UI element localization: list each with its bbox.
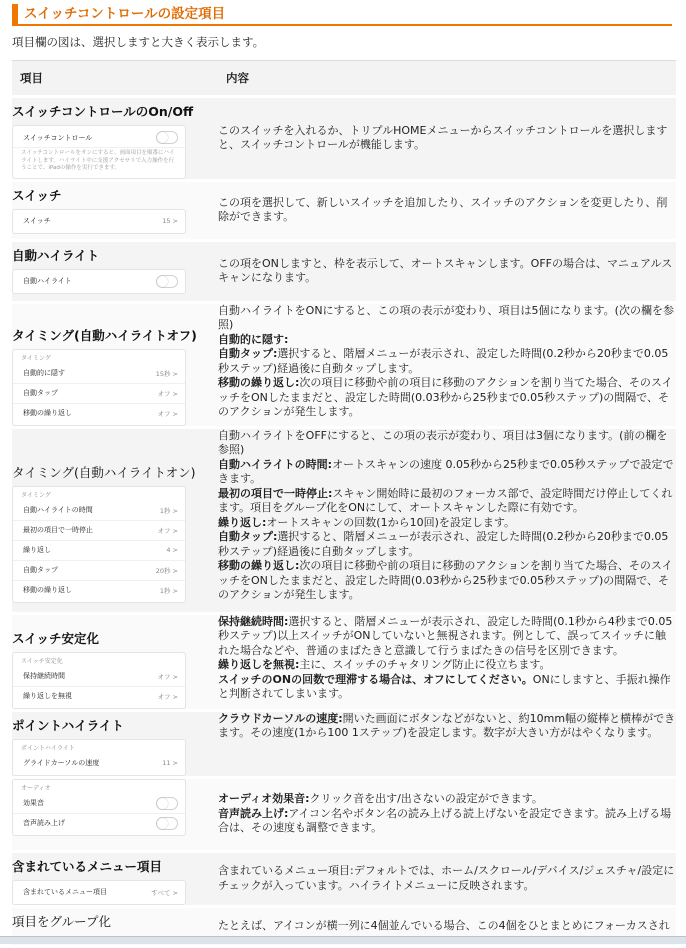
content-paragraph (218, 864, 676, 893)
thumbnail-setting-row (13, 561, 185, 581)
thumbnail-setting-row (13, 521, 185, 541)
content-cell (218, 302, 676, 427)
item-cell (12, 240, 218, 302)
content-cell (218, 851, 676, 906)
item-cell (12, 427, 218, 613)
content-text: アイコン名やボタン名の読み上げる読上げないを設定できます。読み上げる場合は、その速度も調整できます。 (218, 806, 672, 835)
content-text: この項を選択して、新しいスイッチを追加したり、スイッチのアクションを変更したり、削除ができます。 (218, 195, 668, 223)
content-term: 繰り返しを無視: (218, 658, 300, 671)
content-cell (218, 240, 676, 302)
settings-thumbnail[interactable] (12, 652, 186, 709)
content-paragraph (218, 658, 676, 673)
toggle-switch-icon (156, 817, 178, 830)
thumbnail-section-header: タイミング (21, 491, 51, 499)
content-paragraph (218, 712, 676, 741)
content-term: 音声読み上げ: (218, 806, 289, 820)
content-text: クリック音を出す/出さないの設定ができます。 (309, 792, 543, 806)
toggle-switch-icon (156, 275, 178, 288)
content-term: 最初の項目で一時停止: (218, 486, 333, 500)
content-text: 次の項目に移動や前の項目に移動のアクションを割り当てた場合、そのスイッチをONしたままだと、設定した時間(0.03秒から25秒まで0.05秒ステップ)の間隔で、そのアクションが発生します。 (218, 559, 673, 601)
content-text: ONにしますと、手振れ操作と判断されてしまいます。 (218, 672, 671, 700)
thumbnail-setting-label: 効果音 (23, 799, 44, 807)
thumbnail-setting-value: オフ > (157, 692, 178, 701)
content-text: このスイッチを入れるか、トリプルHOMEメニューからスイッチコントロールを選択しますと、スイッチコントロールが機能します。 (218, 123, 668, 152)
content-term: 移動の繰り返し: (218, 559, 300, 572)
content-text: 選択すると、階層メニューが表示され、設定した時間(0.2秒から20秒まで0.05秒ステップ)経過後に自動タップします。 (218, 530, 669, 558)
page-title: スイッチコントロールの設定項目 (12, 4, 672, 26)
thumbnail-setting-value: 11 > (162, 759, 178, 767)
thumbnail-setting-row (13, 667, 185, 687)
content-text: たとえば、アイコンが横一列に4個並んでいる場合、この4個をひとまとめにフォーカスされ (218, 918, 670, 932)
header-content: 内容 (218, 61, 676, 97)
content-text: 自動ハイライトをONにすると、この項の表示が変わり、項目は5個になります。(次の欄を参照) (218, 303, 674, 331)
content-paragraph (218, 124, 676, 153)
thumbnail-setting-value: オフ > (157, 389, 178, 398)
thumbnail-setting-label: スイッチコントロール (23, 133, 93, 142)
content-term: 自動的に隠す: (218, 332, 289, 346)
content-term: 移動の繰り返し: (218, 376, 300, 389)
content-term: クラウドカーソルの速度: (218, 711, 343, 725)
thumbnail-note: スイッチコントロールをオンにすると、画面項目を順番にハイライトします。ハイライト中に支援アクセサリで入力操作を行うことで、iPadの操作を実行できます。 (21, 150, 175, 171)
settings-table (12, 60, 676, 948)
content-term: 繰り返し: (218, 515, 267, 529)
table-row (12, 180, 676, 240)
content-text: この項をONしますと、枠を表示して、オートスキャンします。OFFの場合は、マニュアルスキャンになります。 (218, 256, 673, 284)
content-paragraph (218, 615, 676, 659)
thumbnail-setting-value: 1秒 > (159, 506, 178, 515)
content-paragraph (218, 429, 676, 458)
content-paragraph (218, 919, 676, 934)
content-paragraph (218, 257, 676, 286)
thumbnail-setting-value: 15秒 > (155, 369, 178, 378)
thumbnail-setting-label: 自動ハイライトの時間 (23, 506, 93, 514)
content-cell (218, 180, 676, 240)
thumbnail-setting-row (13, 541, 185, 561)
thumbnail-setting-label: 保持継続時間 (23, 672, 65, 680)
thumbnail-setting-value: 15 > (162, 217, 178, 225)
item-cell (12, 180, 218, 240)
content-paragraph (218, 807, 676, 836)
thumbnail-setting-label: 含まれているメニュー項目 (23, 888, 107, 896)
thumbnail-setting-label: 自動タップ (23, 389, 58, 397)
thumbnail-section-header: ポイントハイライト (21, 744, 75, 752)
thumbnail-section-header: タイミング (21, 354, 51, 362)
content-term: 自動タップ: (218, 347, 278, 360)
item-name: タイミング(自動ハイライトオン) (12, 464, 196, 480)
item-name: 自動ハイライト (12, 247, 100, 263)
content-term: オーディオ効果音: (218, 792, 310, 806)
settings-thumbnail[interactable] (12, 269, 186, 294)
table-row (12, 97, 676, 181)
content-paragraph (218, 376, 676, 420)
thumbnail-setting-label: 繰り返しを無視 (23, 692, 72, 700)
thumbnail-setting-row (13, 272, 185, 291)
item-name: ポイントハイライト (12, 717, 124, 733)
content-paragraph (218, 673, 676, 702)
thumbnail-setting-row (13, 687, 185, 706)
content-paragraph (218, 304, 676, 333)
toggle-switch-icon (156, 131, 178, 144)
thumbnail-setting-row (13, 404, 185, 423)
content-paragraph (218, 347, 676, 376)
content-paragraph (218, 487, 676, 516)
thumbnail-setting-value: すべて > (151, 888, 178, 897)
table-header-row (12, 61, 676, 97)
item-name: タイミング(自動ハイライトオフ) (12, 327, 197, 343)
thumbnail-setting-label: 最初の項目で一時停止 (23, 526, 93, 534)
thumbnail-setting-value: オフ > (157, 409, 178, 418)
header-item: 項目 (12, 61, 218, 97)
table-row (12, 851, 676, 906)
thumbnail-section-header: オーディオ (21, 784, 51, 792)
content-paragraph (218, 530, 676, 559)
table-row (12, 302, 676, 427)
content-text: オートスキャンの速度 0.05秒から25秒まで0.05秒ステップで設定できます。 (218, 457, 674, 485)
thumbnail-section-header: スイッチ安定化 (21, 657, 63, 665)
thumbnail-setting-row (13, 364, 185, 384)
item-name: スイッチコントロールのOn/Off (12, 104, 194, 119)
content-term: 自動タップ: (218, 530, 278, 543)
item-cell (12, 851, 218, 906)
settings-thumbnail[interactable] (12, 739, 186, 776)
thumbnail-setting-value: 1秒 > (159, 586, 178, 595)
thumbnail-setting-label: 自動ハイライト (23, 277, 72, 285)
table-row (12, 427, 676, 613)
content-term: 保持継続時間: (218, 614, 289, 628)
content-text: 主に、スイッチのチャタリング防止に役立ちます。 (299, 658, 551, 671)
content-cell (218, 777, 676, 851)
item-cell (12, 777, 218, 851)
item-cell (12, 97, 218, 181)
content-text: オートスキャンの回数(1から10回)を設定します。 (266, 515, 515, 529)
content-term: 自動ハイライトの時間: (218, 457, 333, 471)
settings-thumbnail[interactable] (12, 125, 186, 179)
intro-text: 項目欄の図は、選択しますと大きく表示します。 (12, 35, 265, 49)
item-name: 項目をグループ化 (12, 913, 112, 929)
thumbnail-setting-row (13, 754, 185, 773)
settings-thumbnail[interactable] (12, 209, 186, 234)
content-cell (218, 613, 676, 710)
thumbnail-setting-row (13, 128, 185, 148)
content-cell (218, 97, 676, 181)
thumbnail-setting-label: スイッチ (23, 217, 51, 225)
thumbnail-setting-label: グライドカーソルの速度 (23, 759, 100, 767)
content-paragraph (218, 196, 676, 225)
table-row (12, 777, 676, 851)
content-text: 選択すると、階層メニューが表示され、設定した時間(0.2秒から20秒まで0.05秒ステップ)経過後に自動タップします。 (218, 347, 669, 375)
thumbnail-setting-value: 4 > (166, 546, 178, 554)
thumbnail-setting-label: 自動タップ (23, 566, 58, 574)
content-text: 次の項目に移動や前の項目に移動のアクションを割り当てた場合、そのスイッチをONしたままだと、設定した時間(0.03秒から25秒まで0.05秒ステップ)の間隔で、そのアクションが発生します。 (218, 376, 673, 418)
toggle-switch-icon (156, 797, 178, 810)
thumbnail-setting-label: 移動の繰り返し (23, 586, 72, 594)
content-text: 自動ハイライトをOFFにすると、この項の表示が変わり、項目は3個になります。(前の欄を参照) (218, 428, 668, 456)
thumbnail-setting-row (13, 883, 185, 902)
thumbnail-setting-label: 繰り返し (23, 546, 51, 554)
thumbnail-setting-row (13, 814, 185, 833)
item-cell (12, 613, 218, 710)
content-text: 開いた画面にボタンなどがないと、約10mm幅の縦棒と横棒ができます。その速度(1から100 1ステップ)を設定します。数字が大きい方がはやくなります。 (218, 711, 676, 739)
content-paragraph (218, 333, 676, 348)
content-text: 選択すると、階層メニューが表示され、設定した時間(0.1秒から4秒まで0.05秒ステップ)以上スイッチがONしていないと無視されます。例として、誤ってスイッチに触れた場合などや、普通のまばたきと意識して行うまばたきの信号を区別できます。 (218, 614, 673, 657)
thumbnail-setting-row (13, 501, 185, 521)
content-paragraph (218, 559, 676, 603)
content-text: スキャン開始時に最初のフォーカス部で、設定時間だけ停止してくれます。項目をグループ化をONにして、オートスキャンした際に有効です。 (218, 486, 673, 514)
item-cell (12, 302, 218, 427)
content-paragraph (218, 516, 676, 531)
table-row (12, 710, 676, 777)
item-cell (12, 710, 218, 777)
thumbnail-setting-row (13, 212, 185, 231)
content-cell (218, 710, 676, 777)
thumbnail-setting-label: 音声読み上げ (23, 819, 65, 827)
thumbnail-setting-row (13, 794, 185, 814)
content-cell (218, 427, 676, 613)
thumbnail-setting-value: オフ > (157, 672, 178, 681)
thumbnail-setting-value: 20秒 > (155, 566, 178, 575)
thumbnail-setting-label: 移動の繰り返し (23, 409, 72, 417)
content-paragraph (218, 792, 676, 807)
content-term: スイッチのONの回数で理滞する場合は、オフにしてください。 (218, 672, 533, 686)
item-name: スイッチ安定化 (12, 630, 100, 646)
table-row (12, 240, 676, 302)
settings-thumbnail[interactable] (12, 880, 186, 905)
thumbnail-setting-row (13, 581, 185, 600)
settings-thumbnail[interactable] (12, 486, 186, 603)
content-text: 含まれているメニュー項目:デフォルトでは、ホーム/スクロール/デバイス/ジェスチャ/設定にチェックが入っています。ハイライトメニューに反映されます。 (218, 864, 675, 892)
table-row (12, 613, 676, 710)
table-body (12, 97, 676, 947)
thumbnail-setting-value: オフ > (157, 526, 178, 535)
item-name: 含まれているメニュー項目 (12, 858, 163, 874)
thumbnail-setting-row (13, 384, 185, 404)
thumbnail-setting-label: 自動的に隠す (23, 369, 65, 377)
settings-thumbnail[interactable] (12, 349, 186, 426)
settings-thumbnail[interactable] (12, 779, 186, 836)
content-paragraph (218, 458, 676, 487)
item-name: スイッチ (12, 187, 62, 203)
